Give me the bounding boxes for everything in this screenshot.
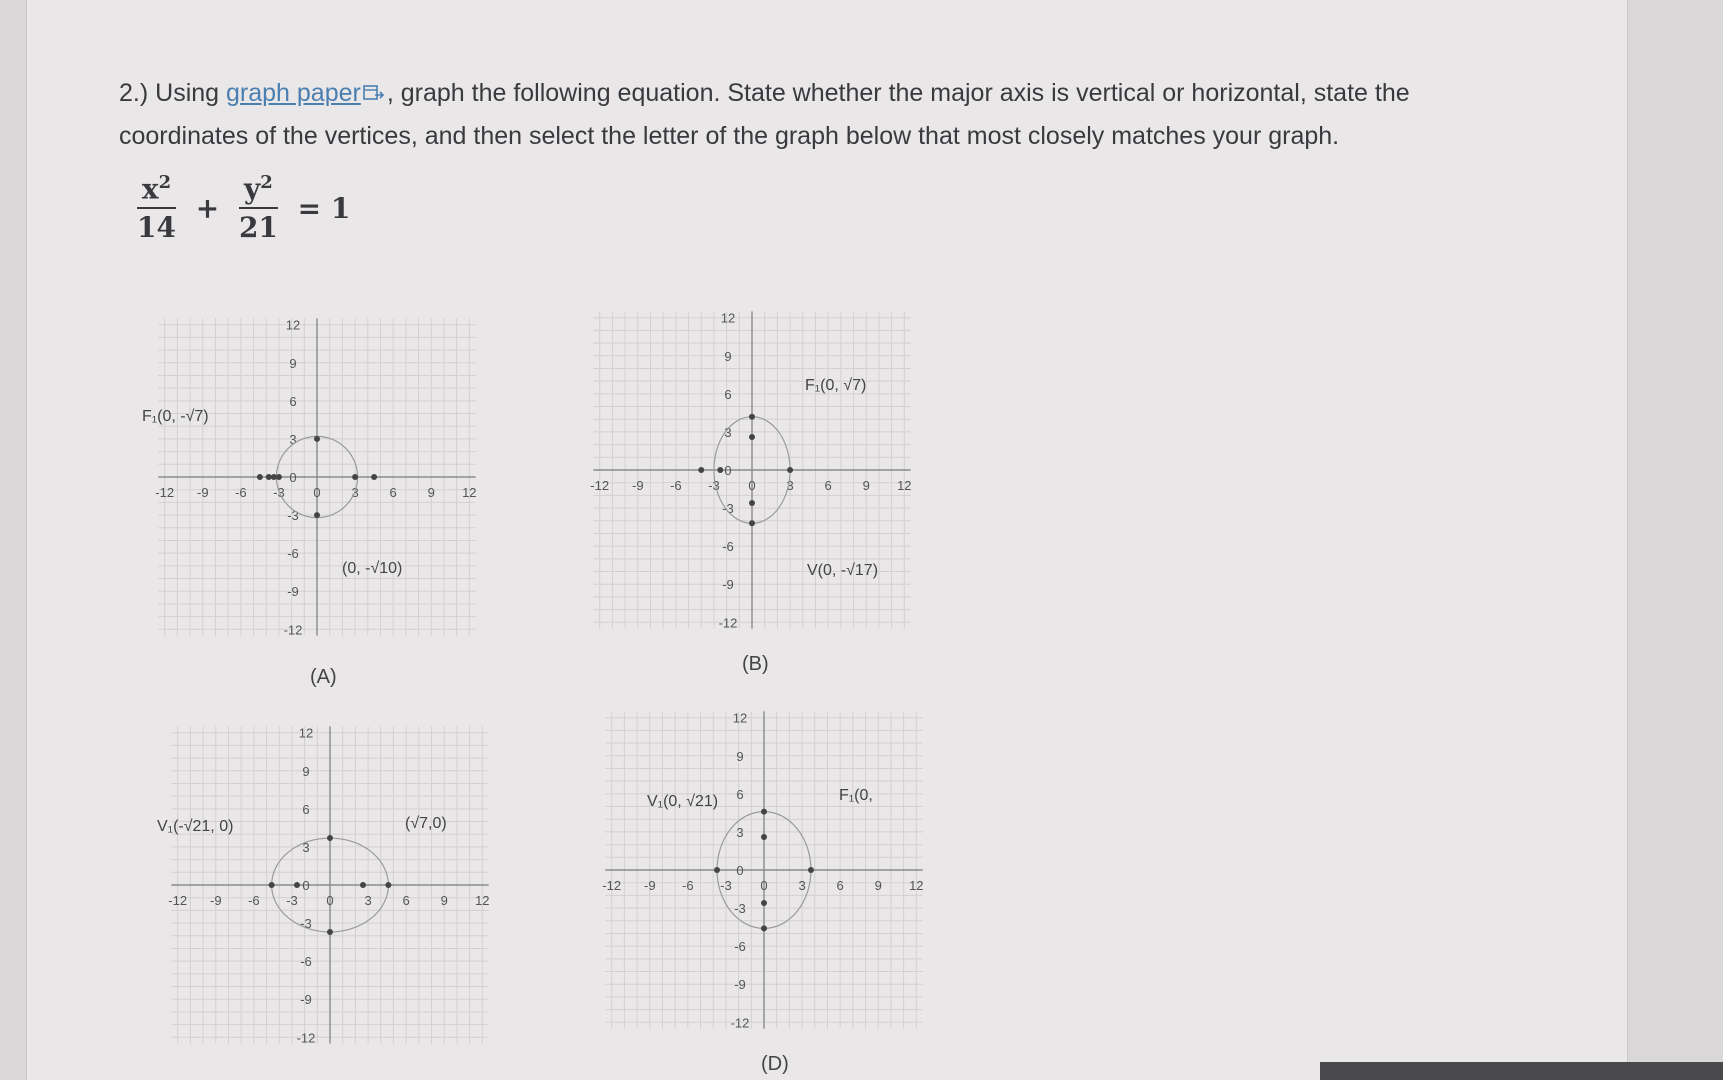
y-tick-label: 9 xyxy=(724,348,732,364)
x-tick-label: -12 xyxy=(155,485,175,500)
x-tick-label: -9 xyxy=(631,478,644,493)
graph-b[interactable] xyxy=(587,305,917,675)
y-tick-label: 12 xyxy=(285,317,301,333)
plus-sign: + xyxy=(195,191,220,225)
x-tick-label: -3 xyxy=(720,878,732,893)
x-tick-label: 0 xyxy=(313,485,321,500)
question-number: 2.) xyxy=(119,79,149,107)
y-tick-label: -3 xyxy=(734,901,746,917)
y-tick-label: 6 xyxy=(289,393,297,409)
x-tick-label: 9 xyxy=(874,878,882,893)
plotted-point xyxy=(787,467,793,473)
x-tick-label: -3 xyxy=(286,893,298,908)
plotted-point xyxy=(761,925,767,931)
plotted-point xyxy=(717,467,723,473)
x-tick-label: 0 xyxy=(748,478,756,493)
plotted-point xyxy=(269,882,275,888)
y-denominator: 21 xyxy=(238,211,278,245)
plotted-point xyxy=(327,929,333,935)
y-tick-label: 12 xyxy=(298,725,314,741)
y-tick-label: 3 xyxy=(289,431,297,447)
y-tick-label: -3 xyxy=(300,916,312,932)
x-tick-label: 0 xyxy=(326,893,334,908)
graph-b-plot xyxy=(587,305,917,635)
y-exponent: 2 xyxy=(260,172,273,193)
question-lead: Using xyxy=(155,79,220,107)
plotted-point xyxy=(385,882,391,888)
x-tick-label: 12 xyxy=(897,478,912,493)
y-tick-label: 0 xyxy=(724,463,732,478)
y-tick-label: -9 xyxy=(722,577,734,593)
y-tick-label: 9 xyxy=(289,355,297,371)
graph-d-letter[interactable]: (D) xyxy=(761,1053,789,1075)
plotted-point xyxy=(360,882,366,888)
y-tick-label: -9 xyxy=(734,977,746,993)
y-tick-label: 9 xyxy=(302,763,310,779)
plotted-point xyxy=(314,436,320,442)
x-tick-label: 3 xyxy=(786,478,794,493)
y-tick-label: 3 xyxy=(736,824,744,840)
y-tick-label: -12 xyxy=(718,615,738,631)
plotted-point xyxy=(257,474,263,480)
question-text xyxy=(119,72,1539,157)
y-tick-label: -6 xyxy=(287,546,299,562)
page xyxy=(26,0,1628,1080)
x-tick-label: 6 xyxy=(836,878,844,893)
plotted-point xyxy=(276,474,282,480)
x-fraction xyxy=(137,172,176,244)
x-tick-label: 6 xyxy=(824,478,832,493)
graph-a-plot xyxy=(152,312,482,642)
x-tick-label: -12 xyxy=(602,878,622,893)
x-tick-label: -12 xyxy=(590,478,610,493)
x-tick-label: 6 xyxy=(402,893,410,908)
y-tick-label: 12 xyxy=(720,310,736,326)
y-tick-label: -9 xyxy=(287,584,299,600)
y-tick-label: -3 xyxy=(722,501,734,517)
graph-a-annotation-2: (0, -√10) xyxy=(342,560,403,577)
graph-d-plot xyxy=(599,705,929,1035)
y-tick-label: 6 xyxy=(736,786,744,802)
x-tick-label: -3 xyxy=(273,485,285,500)
plotted-point xyxy=(761,900,767,906)
plotted-point xyxy=(749,500,755,506)
x-tick-label: -6 xyxy=(235,485,247,500)
plotted-point xyxy=(749,434,755,440)
graph-c-annotation-1: V₁(-√21, 0) xyxy=(157,818,234,835)
x-tick-label: -6 xyxy=(248,893,260,908)
y-tick-label: 0 xyxy=(736,863,744,878)
plotted-point xyxy=(749,520,755,526)
y-tick-label: -9 xyxy=(300,992,312,1008)
plotted-point xyxy=(714,867,720,873)
question-body: , graph the following equation. State whether the major axis is vertical or horizontal, state the coordinates of the vertices, and then select the letter of the graph below that most closely matches your graph. xyxy=(119,79,1410,151)
y-tick-label: -6 xyxy=(734,939,746,955)
y-variable: y xyxy=(244,172,261,206)
y-tick-label: -6 xyxy=(300,954,312,970)
x-tick-label: -9 xyxy=(196,485,209,500)
y-tick-label: -12 xyxy=(283,622,303,638)
plotted-point xyxy=(808,867,814,873)
graph-b-annotation-1: F₁(0, √7) xyxy=(805,377,867,394)
y-tick-label: -12 xyxy=(296,1030,316,1046)
y-tick-label: 6 xyxy=(724,386,732,402)
x-tick-label: -12 xyxy=(168,893,188,908)
plotted-point xyxy=(749,414,755,420)
graph-b-annotation-2: V(0, -√17) xyxy=(807,562,879,579)
plotted-point xyxy=(761,809,767,815)
graph-b-letter[interactable]: (B) xyxy=(742,653,769,675)
plotted-point xyxy=(698,467,704,473)
x-tick-label: -9 xyxy=(643,878,656,893)
y-tick-label: -3 xyxy=(287,508,299,524)
x-tick-label: 12 xyxy=(909,878,924,893)
y-fraction xyxy=(239,172,278,244)
external-link-icon[interactable] xyxy=(363,73,385,115)
ellipse-equation xyxy=(137,172,360,244)
y-tick-label: 3 xyxy=(724,424,732,440)
x-tick-label: 3 xyxy=(351,485,359,500)
graph-d[interactable] xyxy=(599,705,929,1075)
y-tick-label: 0 xyxy=(289,470,297,485)
graph-a[interactable] xyxy=(142,312,482,688)
x-tick-label: 9 xyxy=(862,478,870,493)
y-tick-label: -12 xyxy=(730,1015,750,1031)
x-exponent: 2 xyxy=(158,172,172,193)
plotted-point xyxy=(294,882,300,888)
plotted-point xyxy=(371,474,377,480)
graph-d-annotation-2: F₁(0, xyxy=(839,787,873,804)
x-tick-label: 12 xyxy=(462,485,477,500)
x-tick-label: -6 xyxy=(682,878,694,893)
y-tick-label: 9 xyxy=(736,748,744,764)
x-tick-label: 9 xyxy=(427,485,435,500)
equals-one: = 1 xyxy=(297,191,351,225)
graph-d-annotation-1: V₁(0, √21) xyxy=(647,793,719,810)
x-tick-label: 9 xyxy=(440,893,448,908)
plotted-point xyxy=(327,835,333,841)
graph-paper-link[interactable]: graph paper xyxy=(226,79,361,107)
y-tick-label: -6 xyxy=(722,539,734,555)
graph-a-letter[interactable]: (A) xyxy=(310,666,337,688)
x-tick-label: -9 xyxy=(209,893,222,908)
graph-c-plot xyxy=(165,720,495,1050)
plotted-point xyxy=(352,474,358,480)
x-tick-label: 6 xyxy=(389,485,397,500)
y-tick-label: 0 xyxy=(302,878,310,893)
taskbar-edge xyxy=(1320,1062,1723,1080)
graph-c[interactable] xyxy=(157,720,495,1050)
x-tick-label: 3 xyxy=(364,893,372,908)
x-tick-label: 0 xyxy=(760,878,768,893)
x-tick-label: 3 xyxy=(798,878,806,893)
x-variable: x xyxy=(141,172,159,206)
plotted-point xyxy=(761,834,767,840)
y-tick-label: 3 xyxy=(302,839,310,855)
graph-c-annotation-2: (√7,0) xyxy=(405,815,447,832)
x-tick-label: -3 xyxy=(708,478,720,493)
x-denominator: 14 xyxy=(137,211,176,245)
x-tick-label: 12 xyxy=(475,893,490,908)
x-tick-label: -6 xyxy=(670,478,682,493)
graph-a-annotation-1: F₁(0, -√7) xyxy=(142,408,209,425)
plotted-point xyxy=(314,512,320,518)
y-tick-label: 12 xyxy=(732,710,748,726)
y-tick-label: 6 xyxy=(302,801,310,817)
